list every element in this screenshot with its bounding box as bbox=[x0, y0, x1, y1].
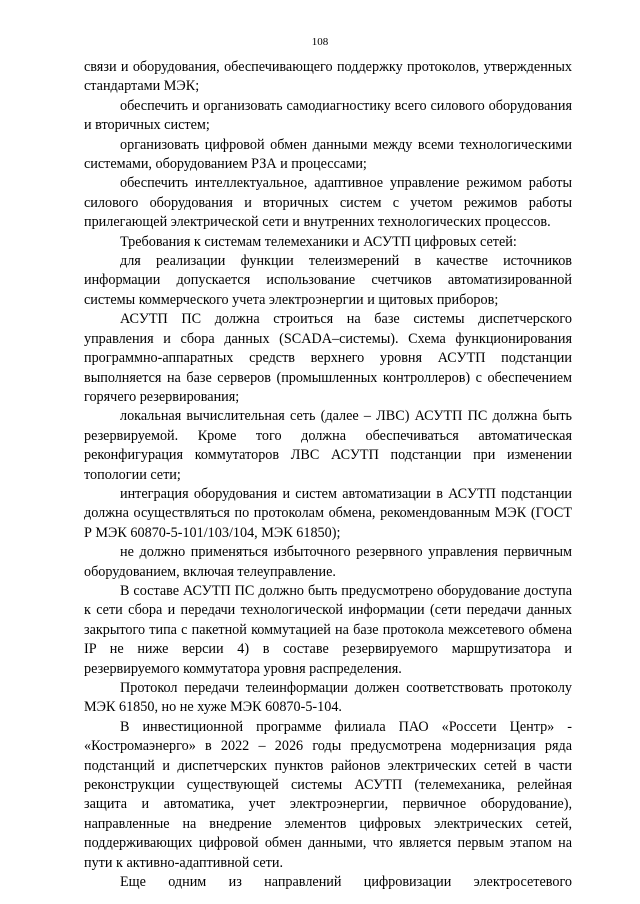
paragraph: Протокол передачи телеинформации должен соответствовать протоколу МЭК 61850, но не хуже МЭК 60870-5-104. bbox=[84, 680, 572, 716]
paragraph: В инвестиционной программе филиала ПАО «Россети Центр» - «Костромаэнерго» в 2022 – 2026 годы предусмотрена модернизация ряда подстанций и диспетчерских пунктов районов электрических сетей в части реконструкции существующей системы АСУТП (телемеханика, релейная защита и автоматика, учет электроэнергии, первичное оборудование), направленные на внедрение элементов цифровых электрических сетей, поддерживающих цифровой обмен данными, что является первым этапом на пути к активно-адаптивной сети. bbox=[84, 718, 572, 871]
paragraph: АСУТП ПС должна строиться на базе системы диспетчерского управления и сбора данных (SCADA–системы). Схема функционирования программно-аппаратных средств верхнего уровня АСУТП подстанции выполняется на базе серверов (промышленных контроллеров) с обеспечением горячего резервирования; bbox=[84, 311, 572, 405]
paragraph-heading: Требования к системам телемеханики и АСУТП цифровых сетей: bbox=[120, 233, 517, 250]
page-number: 108 bbox=[311, 36, 329, 48]
paragraph: обеспечить и организовать самодиагностику всего силового оборудования и вторичных систем; bbox=[84, 97, 572, 134]
paragraph-trailing: Еще одним из направлений цифровизации электросетевого bbox=[120, 874, 572, 891]
paragraph: не должно применяться избыточного резервного управления первичным оборудованием, включая телеуправление. bbox=[84, 544, 572, 580]
paragraph-continuation: связи и оборудования, обеспечивающего поддержку протоколов, утвержденных стандартами МЭК; bbox=[84, 59, 572, 95]
document-body bbox=[84, 58, 572, 892]
paragraph: обеспечить интеллектуальное, адаптивное управление режимом работы силового оборудования и вторичных систем с учетом режимов работы прилегающей электрической сети и внутренних технологических процессов. bbox=[84, 175, 572, 231]
paragraph: организовать цифровой обмен данными между всеми технологическими системами, оборудованием РЗА и процессами; bbox=[84, 136, 572, 173]
paragraph: для реализации функции телеизмерений в качестве источников информации допускается использование счетчиков автоматизированной системы коммерческого учета электроэнергии и щитовых приборов; bbox=[84, 253, 572, 308]
paragraph: локальная вычислительная сеть (далее – ЛВС) АСУТП ПС должна быть резервируемой. Кроме того должна обеспечиваться автоматическая реконфигурация коммутаторов ЛВС АСУТП подстанции при изменении топологии сети; bbox=[84, 408, 572, 483]
paragraph: интеграция оборудования и систем автоматизации в АСУТП подстанции должна осуществляться по протоколам обмена, рекомендованным МЭК (ГОСТ Р МЭК 60870-5-101/103/104, МЭК 61850); bbox=[84, 485, 572, 541]
paragraph: В составе АСУТП ПС должно быть предусмотрено оборудование доступа к сети сбора и передачи технологической информации (сети передачи данных закрытого типа с пакетной коммутацией на базе протокола межсетевого обмена IP не ниже версии 4) в составе резервируемого маршрутизатора и резервируемого коммутатора уровня распределения. bbox=[84, 582, 572, 677]
